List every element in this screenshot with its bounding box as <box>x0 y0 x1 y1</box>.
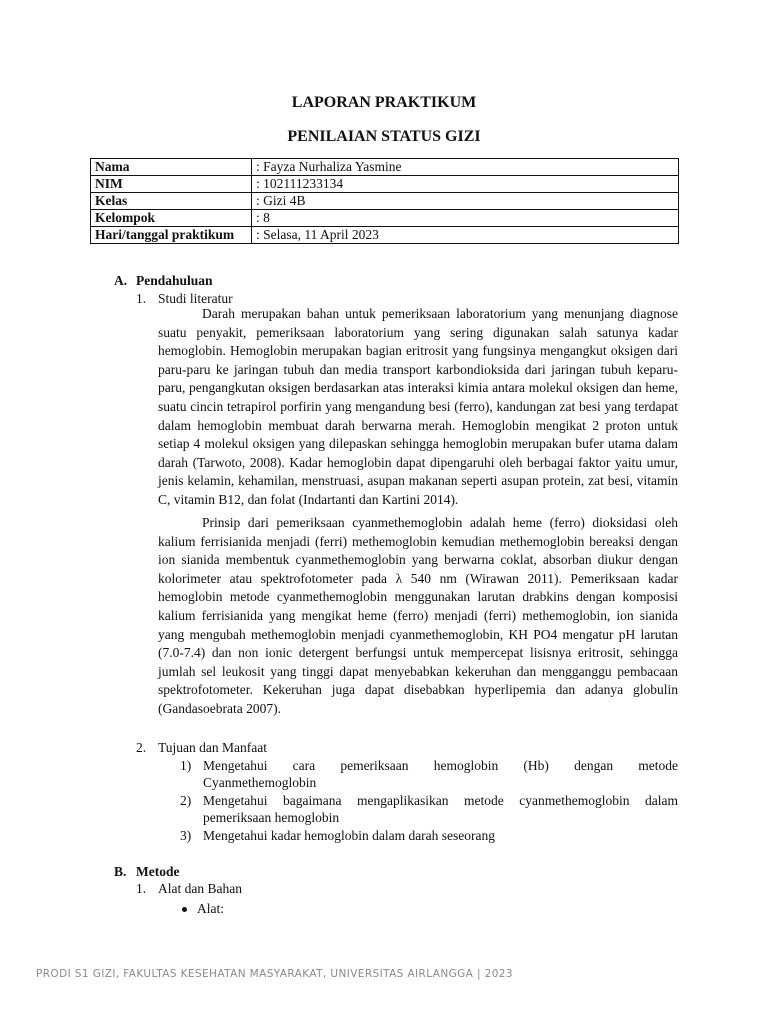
goal-text: Mengetahui bagaimana mengaplikasikan metode cyanmethemoglobin dalam <box>203 793 678 808</box>
info-value: : Fayza Nurhaliza Yasmine <box>252 159 679 176</box>
table-row <box>91 193 679 210</box>
info-value: : Gizi 4B <box>252 193 679 210</box>
item-label-studi-literatur: Studi literatur <box>158 291 233 306</box>
goal-text-cont: pemeriksaan hemoglobin <box>203 810 340 825</box>
section-b-letter: B. <box>114 864 127 879</box>
bullet-icon <box>182 907 187 912</box>
section-a-letter: A. <box>114 273 128 288</box>
info-value: : Selasa, 11 April 2023 <box>252 227 679 244</box>
report-subtitle: PENILAIAN STATUS GIZI <box>287 128 481 145</box>
info-value: : 102111233134 <box>252 176 679 193</box>
info-label: NIM <box>91 176 252 193</box>
item-label-alat-bahan: Alat dan Bahan <box>158 881 242 896</box>
item-number: 1. <box>136 881 147 896</box>
info-value: : 8 <box>252 210 679 227</box>
section-b-heading: Metode <box>136 864 180 879</box>
table-row <box>91 227 679 244</box>
info-label: Kelas <box>91 193 252 210</box>
page-footer: PRODI S1 GIZI, FAKULTAS KESEHATAN MASYARAKAT, UNIVERSITAS AIRLANGGA | 2023 <box>36 968 513 980</box>
section-a-heading: Pendahuluan <box>136 273 213 288</box>
goal-text: Mengetahui cara pemeriksaan hemoglobin (Hb) dengan metode <box>203 758 678 773</box>
bullet-item <box>182 900 224 918</box>
info-label: Kelompok <box>91 210 252 227</box>
goal-text: Mengetahui kadar hemoglobin dalam darah seseorang <box>203 828 496 843</box>
goal-text-cont: Cyanmethemoglobin <box>203 775 317 790</box>
table-row <box>91 176 679 193</box>
paragraph-prinsip: Prinsip dari pemeriksaan cyanmethemoglobin adalah heme (ferro) dioksidasi oleh kalium ferrisianida menjadi (ferri) methemoglobin kemudian methemoglobin bereaksi dengan ion sianida membentuk cyanmethemoglobin yang berwarna coklat, absorban diukur dengan kolorimeter atau spektrofotometer pada λ 540 nm (Wirawan 2011). Pemeriksaan kadar hemoglobin metode cyanmethemoglobin menggunakan larutan drabkins dengan komposisi kalium ferrisianida yang mengikat heme (ferro) menjadi (ferri) methemoglobin, ion sianida yang mengubah methemoglobin menjadi cyanmethemoglobin, KH PO4 mengatur pH larutan (7.0-7.4) dan non ionic detergent berfungsi untuk mempercepat lisisnya eritrosit, sehingga jumlah sel leukosit yang tinggi dapat menyebabkan kekeruhan dan mengganggu pembacaan spektrofotometer. Kekeruhan juga dapat disebabkan hyperlipemia dan adanya globulin (Gandasoebrata 2007). <box>158 515 678 716</box>
item-label-tujuan: Tujuan dan Manfaat <box>158 740 267 755</box>
goal-number: 2) <box>180 793 192 808</box>
bullet-text: Alat: <box>197 901 224 916</box>
paragraph-darah: Darah merupakan bahan untuk pemeriksaan laboratorium yang menunjang diagnose suatu penyakit, pemeriksaan laboratorium yang sering digunakan salah satunya kadar hemoglobin. Hemoglobin merupakan bagian eritrosit yang fungsinya mengangkut oksigen dari paru-paru ke jaringan tubuh dan media transport karbondioksida dari jaringan tubuh keparu-paru, pengangkutan oksigen berdasarkan atas interaksi kimia antara molekul oksigen dan heme, suatu cincin tetrapirol porfirin yang mengandung besi (ferro), kandungan zat besi yang terdapat dalam hemoglobin membuat darah berwarna merah. Hemoglobin mengikat 2 proton untuk setiap 4 molekul oksigen yang dilepaskan sehingga hemoglobin merupakan bufer utama dalam darah (Tarwoto, 2008). Kadar hemoglobin dapat dipengaruhi oleh berbagai faktor yaitu umur, jenis kelamin, kehamilan, menstruasi, asupan makanan seperti asupan protein, zat besi, vitamin C, vitamin B12, dan folat (Indartanti dan Kartini 2014). <box>158 306 678 507</box>
goal-number: 3) <box>180 828 192 843</box>
table-row <box>91 210 679 227</box>
student-info-table <box>90 158 679 244</box>
report-title: LAPORAN PRAKTIKUM <box>291 94 477 111</box>
info-label: Hari/tanggal praktikum <box>91 227 252 244</box>
info-label: Nama <box>91 159 252 176</box>
goal-number: 1) <box>180 758 192 773</box>
table-row <box>91 159 679 176</box>
item-number: 2. <box>136 740 147 755</box>
item-number: 1. <box>136 291 147 306</box>
